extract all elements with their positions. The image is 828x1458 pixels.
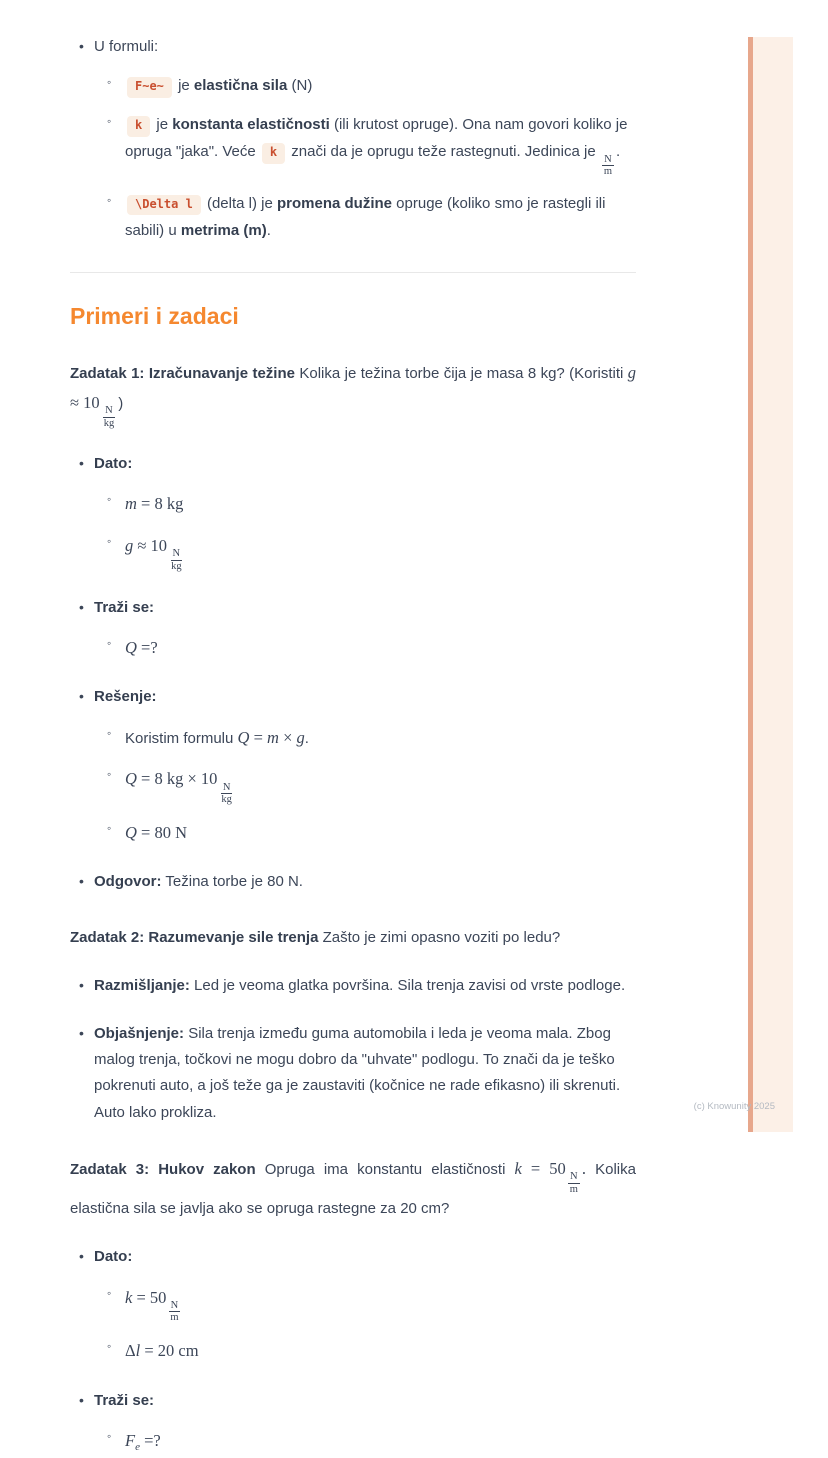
text-run: Zašto je zimi opasno voziti po ledu?	[318, 928, 561, 946]
math-fraction	[102, 405, 117, 429]
bold-text: Odgovor:	[94, 873, 162, 891]
list-item	[70, 684, 636, 710]
fraction-numerator: N	[105, 405, 113, 417]
list-item-text	[94, 34, 636, 60]
math-variable: m	[267, 727, 279, 747]
sub-list-item	[98, 1426, 636, 1458]
bold-text: konstanta elastičnosti	[172, 116, 330, 134]
sub-list-item	[98, 633, 636, 663]
text-run: opruge (koliko smo je rastegli ili sabili) u	[125, 194, 606, 239]
fraction-denominator: m	[603, 166, 613, 178]
math-text: =	[249, 727, 268, 747]
math-variable: Q	[125, 822, 137, 842]
bold-text: Objašnjenje:	[94, 1024, 185, 1042]
text-run: Opruga ima konstantu elastičnosti	[255, 1160, 515, 1178]
bullet-icon: ◦	[107, 820, 112, 835]
list-item	[70, 1388, 636, 1414]
math-text: = 50	[132, 1287, 167, 1307]
list-item-text	[94, 451, 636, 477]
bullet-icon: •	[79, 873, 84, 890]
sub-list-item	[98, 531, 636, 572]
list-item-text	[125, 531, 636, 572]
math-variable: g	[627, 363, 636, 383]
list-item-text	[125, 111, 636, 177]
fraction-denominator: kg	[103, 417, 115, 429]
math-variable: k	[514, 1158, 522, 1178]
copyright-footer: (c) Knowunity 2025	[693, 1101, 775, 1112]
list-item-text	[125, 723, 636, 753]
fraction-numerator: N	[170, 1299, 179, 1311]
decor-stripe	[748, 37, 793, 1132]
bullet-icon: •	[79, 1248, 84, 1265]
math-text: = 50	[521, 1158, 566, 1178]
sub-list-item	[98, 1336, 636, 1366]
list-item-text	[94, 595, 636, 621]
bullet-icon: ◦	[107, 114, 112, 129]
math-variable: Q	[125, 637, 137, 657]
list-item-text	[125, 1336, 636, 1366]
inline-code-token: F~e~	[127, 77, 172, 98]
fraction-denominator: kg	[171, 560, 182, 572]
text-run: Sila trenja između guma automobila i leda je veoma mala. Zbog malog trenja, točkovi ne mogu dobro da "uhvate" podlogu. To znači da je teško pokrenuti auto, a još teže ga je zaustaviti (kočnice ne rade efikasno) ili skrenuti. Auto lako prokliza.	[94, 1024, 621, 1121]
text-run: Led je veoma glatka površina. Sila trenja zavisi od vrste podloge.	[189, 976, 626, 994]
list-item-text	[94, 684, 636, 710]
bullet-icon: ◦	[107, 1338, 112, 1353]
list-item-text	[94, 1244, 636, 1270]
math-variable: l	[135, 1340, 141, 1360]
math-fraction	[169, 548, 184, 572]
math-text: = 80 N	[136, 822, 188, 842]
text-run: (N)	[287, 77, 313, 95]
list-item	[70, 451, 636, 477]
math-text: ×	[278, 727, 297, 747]
list-item-text	[125, 633, 636, 663]
sub-list-item	[98, 764, 636, 805]
bullet-icon: •	[79, 1024, 84, 1041]
list-item-text	[94, 973, 636, 999]
bold-text: Rešenje:	[94, 688, 157, 706]
text-run: .	[304, 729, 309, 747]
sub-list-item	[98, 190, 636, 244]
bullet-icon: •	[79, 976, 84, 993]
bullet-icon: •	[79, 38, 84, 54]
math-subscript: e	[135, 1440, 140, 1453]
bold-text: Zadatak 3: Hukov zakon	[70, 1160, 256, 1178]
bold-text: Dato:	[94, 1248, 133, 1266]
paragraph	[70, 1154, 636, 1222]
math-variable: g	[125, 536, 134, 556]
bullet-icon: •	[79, 455, 84, 472]
bullet-icon: •	[79, 1391, 84, 1408]
sub-list-item	[98, 111, 636, 177]
paragraph	[70, 358, 636, 429]
list-item-text	[125, 190, 636, 244]
math-text: = 8 kg	[136, 494, 184, 514]
bold-text: Traži se:	[94, 1391, 155, 1409]
bold-text: metrima (m)	[180, 221, 267, 239]
bold-text: Zadatak 1: Izračunavanje težine	[70, 365, 295, 383]
list-item	[70, 595, 636, 621]
math-text: =?	[139, 1430, 161, 1450]
bullet-icon: ◦	[107, 75, 112, 90]
fraction-numerator: N	[172, 548, 181, 560]
math-text: Δ	[125, 1340, 136, 1360]
list-item-text	[94, 869, 636, 895]
list-item	[70, 869, 636, 895]
sub-list-item	[98, 723, 636, 753]
math-variable: Q	[125, 769, 137, 789]
text-run: .	[616, 143, 621, 161]
math-text: =?	[136, 637, 158, 657]
text-run: (delta l) je	[202, 194, 277, 212]
inline-code-token: k	[262, 143, 285, 164]
bullet-icon: ◦	[107, 635, 112, 650]
list-item-text	[94, 1388, 636, 1414]
bullet-icon: ◦	[107, 1285, 112, 1300]
bullet-icon: ◦	[107, 534, 112, 549]
fraction-denominator: kg	[221, 794, 232, 806]
list-item-text	[125, 818, 636, 848]
bold-text: promena dužine	[277, 194, 393, 212]
text-run: znači da je oprugu teže rastegnuti. Jedinica je	[287, 143, 600, 161]
math-fraction	[168, 1300, 180, 1324]
text-run: Težina torbe je 80 N.	[161, 873, 303, 891]
list-item-text	[94, 1021, 636, 1126]
section-heading: Primeri i zadaci	[70, 302, 239, 329]
text-run: je	[173, 77, 194, 95]
text-run: Kolika elastična sila se javlja ako se opruga rastegne za 20 cm?	[70, 1160, 636, 1218]
text-run: )	[118, 394, 124, 412]
list-item	[70, 1021, 636, 1126]
bold-text: Zadatak 2: Razumevanje sile trenja	[70, 928, 319, 946]
list-item	[70, 973, 636, 999]
section-divider	[70, 272, 636, 273]
bold-text: elastična sila	[193, 77, 288, 95]
text-run: U formuli:	[94, 38, 159, 55]
text-run: Koristim formulu	[125, 729, 238, 747]
text-run: je	[152, 116, 173, 134]
sub-list-item	[98, 72, 636, 99]
fraction-numerator: N	[222, 781, 231, 793]
math-variable: m	[125, 494, 137, 514]
paragraph	[70, 924, 636, 951]
bullet-icon: ◦	[107, 192, 112, 207]
bullet-icon: ◦	[107, 492, 112, 507]
list-item-text	[125, 764, 636, 805]
fraction-numerator: N	[604, 153, 612, 165]
math-variable: F	[125, 1430, 136, 1450]
bullet-icon: •	[79, 598, 84, 615]
math-text: .	[581, 1158, 587, 1178]
math-text: = 8 kg × 10	[136, 769, 218, 789]
bold-text: Dato:	[94, 455, 133, 473]
bullet-icon: •	[79, 688, 84, 705]
text-run: Kolika je težina torbe čija je masa 8 kg? (Koristiti	[294, 365, 628, 383]
bullet-icon: ◦	[107, 767, 112, 782]
fraction-denominator: m	[170, 1312, 179, 1324]
list-item-text	[125, 1426, 636, 1458]
math-fraction	[568, 1171, 580, 1195]
list-item-text	[125, 489, 636, 519]
document-body	[70, 34, 636, 1458]
fraction-denominator: m	[569, 1183, 578, 1195]
inline-code-token: k	[127, 116, 150, 137]
math-variable: Q	[237, 727, 250, 747]
math-variable: g	[296, 727, 305, 747]
sub-list-item	[98, 1283, 636, 1324]
math-fraction	[602, 154, 614, 178]
math-fraction	[219, 782, 234, 806]
bold-text: Razmišljanje:	[94, 976, 190, 994]
sub-list-item	[98, 489, 636, 519]
list-item	[70, 34, 636, 60]
list-item-text	[125, 72, 636, 99]
sub-list-item	[98, 818, 636, 848]
math-variable: k	[125, 1287, 133, 1307]
bold-text: Traži se:	[94, 598, 155, 616]
bullet-icon: ◦	[107, 1428, 112, 1443]
text-run: (ili krutost opruge). Ona nam govori koliko je opruga "jaka". Veće	[125, 116, 628, 161]
inline-code-token: \Delta l	[127, 195, 201, 216]
math-text: ≈ 10	[70, 392, 100, 412]
bullet-icon: ◦	[107, 725, 112, 740]
math-text: = 20 cm	[140, 1340, 199, 1360]
list-item-text	[125, 1283, 636, 1324]
math-text: ≈ 10	[133, 536, 168, 556]
text-run: .	[266, 221, 271, 239]
fraction-numerator: N	[570, 1171, 578, 1183]
list-item	[70, 1244, 636, 1270]
